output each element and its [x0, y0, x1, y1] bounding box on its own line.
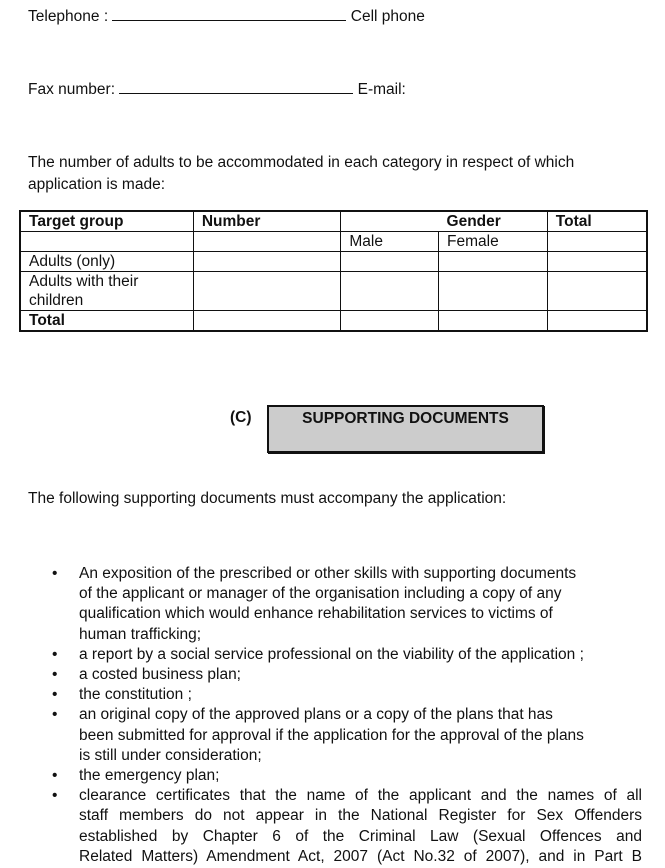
table-header-row [20, 211, 647, 232]
label-line: Adults with their [29, 273, 139, 290]
cell-phone-label: Cell phone [350, 8, 425, 25]
fax-row [28, 79, 406, 99]
table-row [20, 311, 647, 332]
telephone-field[interactable] [112, 6, 346, 21]
supporting-intro: The following supporting documents must accompany the application: [28, 490, 507, 507]
cell-male[interactable] [341, 252, 439, 272]
bullet-icon: • [52, 686, 58, 704]
cell[interactable] [20, 232, 193, 252]
row-label-adults-with-children [20, 272, 193, 311]
list-item [50, 705, 642, 766]
header-number: Number [193, 211, 341, 232]
list-item [50, 786, 642, 867]
cell-total[interactable] [547, 272, 647, 311]
line: been submitted for approval if the application for the approval of the plans [79, 726, 584, 744]
line: an original copy of the approved plans or a copy of the plans that has [79, 706, 553, 724]
row-label-total: Total [20, 311, 193, 332]
cell-female[interactable] [439, 311, 548, 332]
header-gender-left [341, 211, 439, 232]
intro-line-2: application is made: [28, 176, 165, 193]
bullet-icon: • [52, 645, 58, 663]
table-subheader-row [20, 232, 647, 252]
line: staff members do not appear in the National Register for Sex Offenders [79, 807, 642, 825]
list-item [50, 665, 642, 685]
line: the constitution ; [79, 686, 192, 704]
cell-male[interactable] [341, 272, 439, 311]
line: clearance certificates that the name of the applicant and the names of all [79, 787, 642, 805]
cell-total[interactable] [547, 311, 647, 332]
bullet-icon: • [52, 666, 58, 684]
fax-field[interactable] [119, 79, 353, 94]
bullet-icon: • [52, 767, 58, 785]
cell[interactable] [193, 232, 341, 252]
line: An exposition of the prescribed or other skills with supporting documents [79, 565, 577, 582]
cell-number[interactable] [193, 252, 341, 272]
table-row [20, 272, 647, 311]
subheader-male: Male [341, 232, 439, 252]
header-gender: Gender [439, 211, 548, 232]
cell-total[interactable] [547, 252, 647, 272]
section-letter: (C) [230, 409, 252, 426]
intro-line-1: The number of adults to be accommodated in each category in respect of which [28, 154, 575, 171]
section-heading-box [267, 405, 544, 453]
bullet-icon: • [52, 706, 58, 724]
bullet-icon: • [52, 565, 58, 582]
line: is still under consideration; [79, 746, 262, 764]
list-item [50, 766, 642, 786]
table-row [20, 252, 647, 272]
list-item [50, 685, 642, 705]
bullet-icon: • [52, 787, 58, 805]
supporting-documents-list [50, 564, 642, 867]
telephone-label: Telephone : [28, 8, 109, 25]
header-total: Total [547, 211, 647, 232]
row-label-adults-only: Adults (only) [20, 252, 193, 272]
line: of the applicant or manager of the organisation including a copy of any [79, 585, 562, 603]
line: Related Matters) Amendment Act, 2007 (Act No.32 of 2007), and in Part B [79, 847, 642, 865]
cell-male[interactable] [341, 311, 439, 332]
section-title: SUPPORTING DOCUMENTS [302, 410, 509, 427]
line: a report by a social service professional on the viability of the application ; [79, 645, 584, 663]
cell[interactable] [547, 232, 647, 252]
list-item [50, 645, 642, 665]
label-line: children [29, 292, 84, 309]
line: the emergency plan; [79, 767, 220, 785]
cell-female[interactable] [439, 252, 548, 272]
cell-number[interactable] [193, 311, 341, 332]
intro-paragraph [28, 152, 574, 196]
line: a costed business plan; [79, 666, 241, 684]
email-label: E-mail: [357, 81, 406, 98]
cell-female[interactable] [439, 272, 548, 311]
subheader-female: Female [439, 232, 548, 252]
header-target-group: Target group [20, 211, 193, 232]
line: human trafficking; [79, 625, 202, 643]
line: established by Chapter 6 of the Criminal Law (Sexual Offences and [79, 827, 642, 845]
list-item [50, 564, 642, 645]
line: qualification which would enhance rehabilitation services to victims of [79, 605, 553, 623]
telephone-row [28, 6, 425, 26]
fax-label: Fax number: [28, 81, 116, 98]
cell-number[interactable] [193, 272, 341, 311]
accommodation-table [19, 210, 648, 332]
